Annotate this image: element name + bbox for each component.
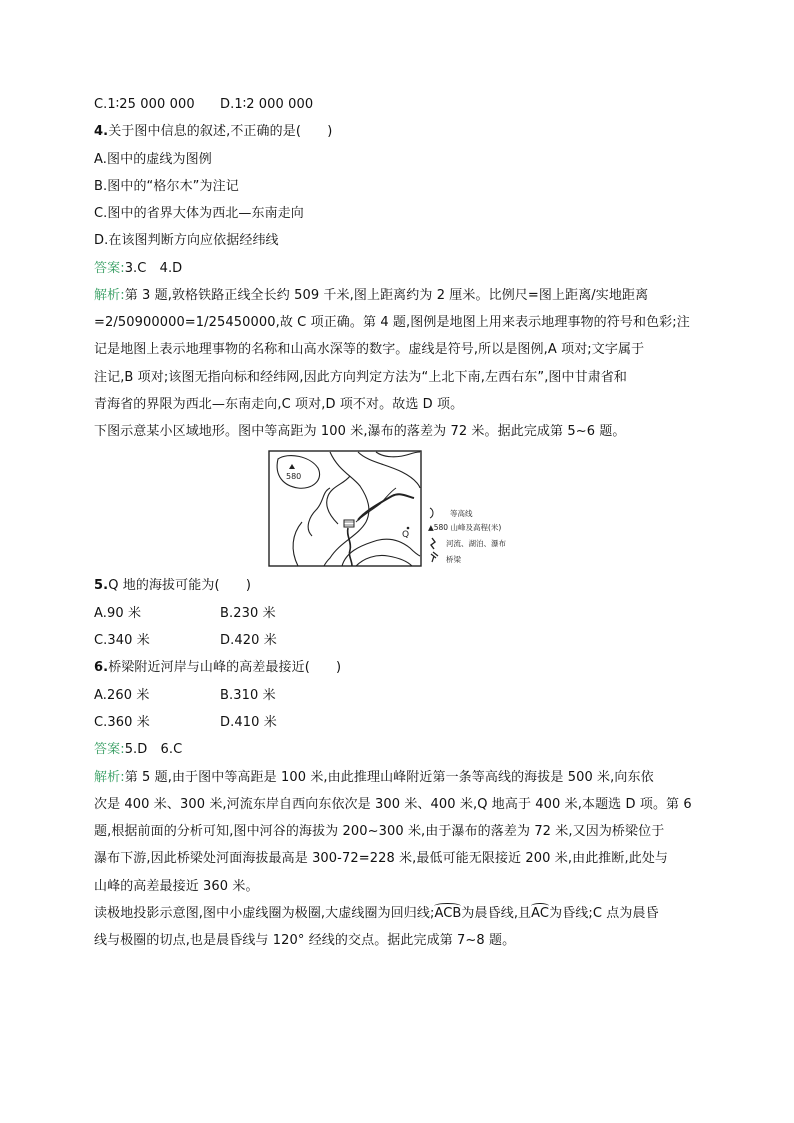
q6-option-b: B.310 米 [220,688,276,703]
legend-bridge-symbol [431,552,438,562]
terrain-map-figure [268,450,558,568]
analysis-2-line-2: 次是 400 米、300 米,河流东岸自西向东依次是 300 米、400 米,Q 地高于 400 米,本题选 D 项。第 6 [94,797,692,812]
question-5-stem [94,578,251,594]
analysis-2-line-4: 瀑布下游,因此桥梁处河面海拔最高是 300-72=228 米,最低可能无限接近 200 米,由此推断,此处与 [94,851,669,866]
q5-option-c: C.340 米 [94,633,150,648]
q4-option-c: C.图中的省界大体为西北—东南走向 [94,206,304,221]
q6-option-a: A.260 米 [94,688,150,703]
analysis-1-line-3: 记是地图上表示地理事物的名称和山高水深等的数字。虚线是符号,所以是图例,A 项对;文字属于 [94,342,645,357]
question-text: 关于图中信息的叙述,不正确的是( ) [108,124,333,139]
q4-option-a: A.图中的虚线为图例 [94,152,212,167]
q4-option-b: B.图中的“格尔木”为注记 [94,179,239,194]
map-legend [428,508,506,564]
q6-options-cd [94,715,277,731]
answer-text: 5.D 6.C [124,742,183,757]
analysis-1-line-2: =2/50900000=1/25450000,故 C 项正确。第 4 题,图例是地图上用来表示地理事物的符号和色彩;注 [94,315,690,330]
option-c: C.1∶25 000 000 [94,97,195,112]
answer-label: 答案: [94,742,125,757]
q3-options-cd [94,97,313,113]
q5-option-b: B.230 米 [220,606,276,621]
legend-river: 河流、湖泊、瀑布 [446,539,506,548]
answer-text: 3.C 4.D [124,261,183,276]
q4-option-d: D.在该图判断方向应依据经纬线 [94,233,279,248]
question-4-stem [94,124,332,140]
q5-options-cd [94,633,277,649]
legend-peak: ▲580 山峰及高程(米) [428,523,502,532]
intro-q5-6: 下图示意某小区域地形。图中等高距为 100 米,瀑布的落差为 72 米。据此完成第 5~6 题。 [94,424,626,439]
point-q-marker [407,527,410,530]
peak-label: 580 [286,472,302,481]
question-6-stem [94,660,341,676]
analysis-label: 解析: [94,288,125,303]
q5-options-ab [94,606,276,622]
legend-contour: 等高线 [450,509,473,518]
question-number: 5. [94,578,109,593]
arc-acb: ACB [434,906,462,921]
analysis-2-line-5: 山峰的高差最接近 360 米。 [94,879,259,894]
intro-q7-8-line-2: 线与极圈的切点,也是晨昏线与 120° 经线的交点。据此完成第 7~8 题。 [94,933,516,948]
arc-ac: AC [531,906,550,921]
legend-contour-symbol [430,508,433,518]
lake [344,520,354,527]
answer-block-1 [94,261,182,277]
intro-q7-8-line-1: 读极地投影示意图,图中小虚线圈为极圈,大虚线圈为回归线;ACB为晨昏线,且AC为昏线;C 点为晨昏 [94,906,659,921]
answer-label: 答案: [94,261,125,276]
q5-option-a: A.90 米 [94,606,142,621]
answer-block-2 [94,742,182,758]
question-number: 6. [94,660,109,675]
analysis-2-line-3: 题,根据前面的分析可知,图中河谷的海拔为 200~300 米,由于瀑布的落差为 72 米,又因为桥梁位于 [94,824,665,839]
q5-option-d: D.420 米 [220,633,277,648]
option-d: D.1∶2 000 000 [220,97,314,112]
q6-option-d: D.410 米 [220,715,277,730]
q6-option-c: C.360 米 [94,715,150,730]
point-q-label: Q [402,530,410,540]
analysis-1-line-1: 解析:第 3 题,敦格铁路正线全长约 509 千米,图上距离约为 2 厘米。比例尺=图上距离/实地距离 [94,288,649,303]
question-number: 4. [94,124,109,139]
analysis-label: 解析: [94,770,125,785]
legend-river-symbol [431,538,435,549]
question-text: 桥梁附近河岸与山峰的高差最接近( ) [108,660,342,675]
legend-bridge: 桥梁 [446,555,461,564]
analysis-1-line-5: 青海省的界限为西北—东南走向,C 项对,D 项不对。故选 D 项。 [94,397,464,412]
question-text: Q 地的海拔可能为( ) [108,578,251,593]
q6-options-ab [94,688,276,704]
analysis-1-line-4: 注记,B 项对;该图无指向标和经纬网,因此方向判定方法为“上北下南,左西右东”,图中甘肃省和 [94,370,628,385]
analysis-2-line-1: 解析:第 5 题,由于图中等高距是 100 米,由此推理山峰附近第一条等高线的海拔是 500 米,向东依 [94,770,654,785]
